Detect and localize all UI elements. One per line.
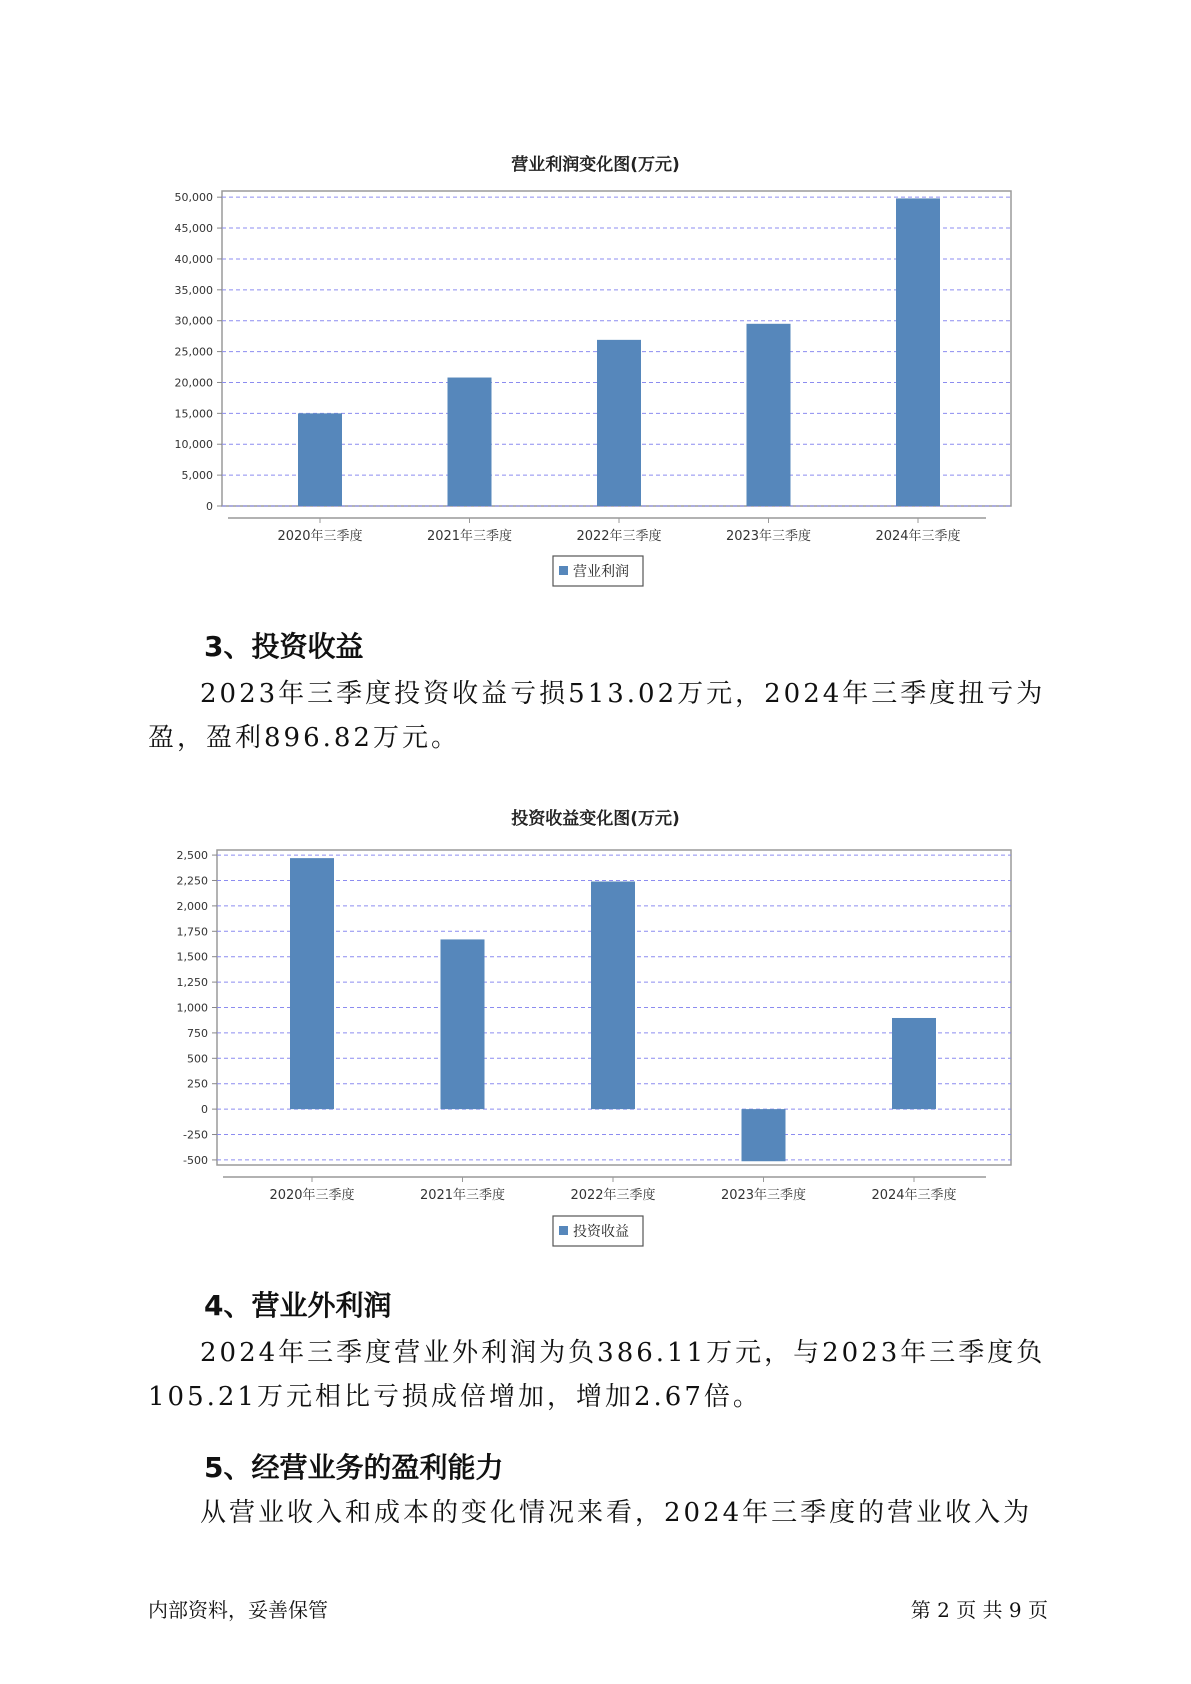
bar bbox=[742, 1109, 786, 1161]
y-tick-label: -500 bbox=[183, 1153, 208, 1167]
paragraph-profitability: 从营业收入和成本的变化情况来看，2024年三季度的营业收入为 bbox=[200, 1498, 1033, 1528]
x-tick-label: 2022年三季度 bbox=[570, 1188, 656, 1203]
chart-title-operating-profit: 营业利润变化图(万元) bbox=[511, 155, 680, 175]
y-tick-label: 250 bbox=[187, 1077, 208, 1091]
section-heading-profitability: 5、经营业务的盈利能力 bbox=[204, 1451, 504, 1484]
y-tick-label: -250 bbox=[183, 1128, 208, 1142]
y-tick-label: 2,500 bbox=[176, 849, 208, 863]
y-tick-label: 2,000 bbox=[176, 899, 208, 913]
y-tick-label: 2,250 bbox=[176, 874, 208, 888]
paragraph-non-operating-profit: 2024年三季度营业外利润为负386.11万元，与2023年三季度负105.21万元相比亏损成倍增加，增加2.67倍。 bbox=[148, 1338, 1046, 1412]
y-tick-label: 40,000 bbox=[174, 252, 213, 266]
y-tick-label: 0 bbox=[201, 1103, 208, 1117]
y-tick-label: 1,250 bbox=[176, 976, 208, 990]
x-tick-label: 2023年三季度 bbox=[720, 1188, 807, 1203]
section-heading-investment-income: 3、投资收益 bbox=[204, 630, 364, 663]
footer-page-number: 第 2 页 共 9 页 bbox=[910, 1598, 1048, 1622]
bar bbox=[591, 882, 635, 1110]
bar bbox=[290, 858, 334, 1109]
x-tick-label: 2021年三季度 bbox=[419, 1188, 506, 1203]
y-tick-label: 20,000 bbox=[174, 376, 213, 390]
x-tick-label: 2020年三季度 bbox=[269, 1188, 355, 1203]
legend-label: 营业利润 bbox=[573, 564, 629, 580]
y-tick-label: 15,000 bbox=[174, 407, 213, 421]
y-tick-label: 5,000 bbox=[181, 469, 213, 483]
y-tick-label: 35,000 bbox=[174, 283, 213, 297]
y-tick-label: 1,000 bbox=[176, 1001, 208, 1015]
legend-label: 投资收益 bbox=[573, 1224, 629, 1240]
chart-title-investment-income: 投资收益变化图(万元) bbox=[511, 809, 680, 829]
x-tick-label: 2024年三季度 bbox=[871, 1188, 957, 1203]
y-tick-label: 30,000 bbox=[174, 314, 213, 328]
y-tick-label: 0 bbox=[206, 500, 213, 513]
x-tick-label: 2024年三季度 bbox=[875, 529, 961, 544]
x-tick-label: 2023年三季度 bbox=[725, 529, 812, 544]
bar bbox=[441, 939, 485, 1109]
y-tick-label: 25,000 bbox=[174, 345, 213, 359]
y-tick-label: 500 bbox=[187, 1052, 208, 1066]
x-tick-label: 2022年三季度 bbox=[576, 529, 662, 544]
y-tick-label: 50,000 bbox=[174, 191, 213, 205]
y-tick-label: 45,000 bbox=[174, 222, 213, 236]
footer-confidential-note: 内部资料，妥善保管 bbox=[148, 1598, 328, 1622]
paragraph-investment-income: 2023年三季度投资收益亏损513.02万元，2024年三季度扭亏为盈，盈利896.82万元。 bbox=[148, 679, 1046, 753]
legend bbox=[553, 1216, 643, 1246]
y-tick-label: 1,500 bbox=[176, 950, 208, 964]
bar bbox=[892, 1018, 936, 1109]
section-heading-non-operating-profit: 4、营业外利润 bbox=[204, 1289, 392, 1322]
y-tick-label: 10,000 bbox=[174, 438, 213, 452]
y-tick-label: 750 bbox=[187, 1026, 208, 1040]
legend-swatch bbox=[559, 1226, 568, 1235]
x-tick-label: 2020年三季度 bbox=[277, 529, 363, 544]
x-tick-label: 2021年三季度 bbox=[426, 529, 513, 544]
y-tick-label: 1,750 bbox=[176, 925, 208, 939]
